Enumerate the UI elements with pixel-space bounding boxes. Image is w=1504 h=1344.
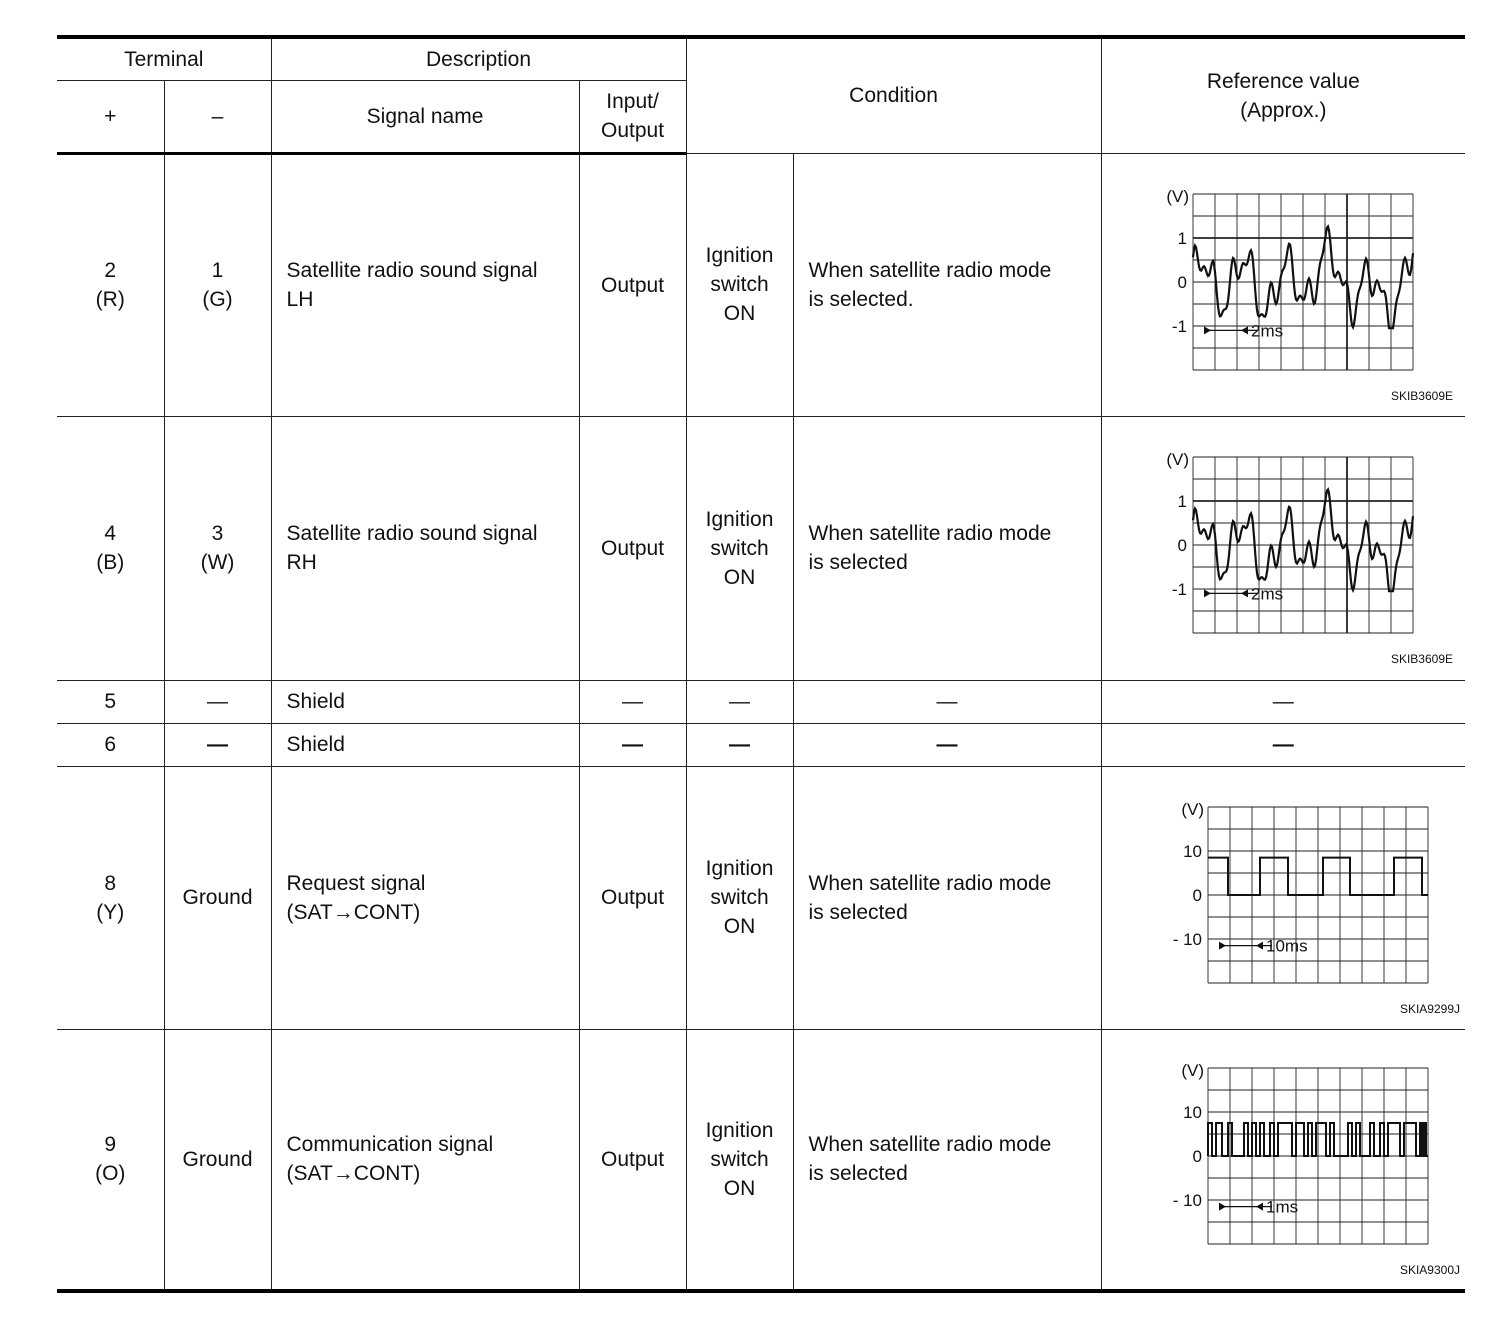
axis-unit-label: (V) bbox=[1166, 450, 1190, 469]
signal-name-cell bbox=[271, 153, 579, 416]
io-cell: Output bbox=[579, 1029, 686, 1291]
axis-unit-label: (V) bbox=[1181, 799, 1205, 819]
y-tick-label: 10 bbox=[1183, 1103, 1203, 1123]
axis-unit-label: (V) bbox=[1181, 1061, 1205, 1081]
waveform-graph bbox=[1123, 783, 1461, 1016]
signal-name-cell bbox=[271, 416, 579, 680]
io-cell: — bbox=[579, 680, 686, 723]
waveform-graph bbox=[1123, 1044, 1461, 1278]
io-cell: — bbox=[579, 723, 686, 766]
condition-switch-cell: — bbox=[686, 680, 793, 723]
signal-name: Communication signal bbox=[286, 1133, 494, 1157]
axis-unit-label: (V) bbox=[1166, 186, 1190, 206]
y-tick-label: 0 bbox=[1177, 272, 1188, 292]
minus-terminal-cell: Ground bbox=[164, 766, 271, 1029]
time-span-arrow bbox=[1241, 326, 1248, 334]
y-tick-label: 0 bbox=[1177, 536, 1188, 555]
wire-color: (B) bbox=[96, 551, 125, 574]
terminal-number: 3 bbox=[211, 522, 224, 545]
condition-text: ON bbox=[723, 1176, 756, 1200]
y-tick-label: 10 bbox=[1183, 841, 1203, 861]
time-span-arrow bbox=[1204, 326, 1211, 334]
condition-text: Ignition bbox=[705, 244, 774, 267]
plus-terminal-cell bbox=[57, 153, 164, 416]
time-span-label: 2ms bbox=[1251, 584, 1284, 604]
waveform-graph bbox=[1123, 433, 1454, 666]
y-tick-label: 0 bbox=[1192, 885, 1203, 905]
table-row bbox=[57, 723, 1465, 766]
time-span-label: 2ms bbox=[1251, 320, 1284, 340]
description-header: Description bbox=[271, 37, 686, 80]
y-tick-label: 1 bbox=[1177, 228, 1188, 248]
reference-value-cell: — bbox=[1101, 680, 1465, 723]
io-cell: Output bbox=[579, 153, 686, 416]
condition-switch-cell bbox=[686, 766, 793, 1029]
condition-text: ON bbox=[723, 302, 756, 325]
signal-name-header: Signal name bbox=[271, 80, 579, 153]
wire-color: (G) bbox=[202, 288, 233, 311]
table-row bbox=[57, 766, 1465, 1029]
reference-waveform-cell bbox=[1101, 766, 1465, 1029]
minus-terminal-cell: — bbox=[164, 723, 271, 766]
io-header-line1: Input/ bbox=[606, 90, 659, 113]
table-row bbox=[57, 680, 1465, 723]
condition-mode-cell: — bbox=[793, 723, 1101, 766]
figure-code: SKIA9299J bbox=[1400, 1001, 1461, 1016]
y-tick-label: -1 bbox=[1172, 316, 1188, 336]
time-span-arrow bbox=[1241, 589, 1248, 597]
reference-waveform-cell bbox=[1101, 416, 1465, 680]
terminal-number: 1 bbox=[211, 259, 224, 282]
condition-text: is selected bbox=[808, 551, 908, 574]
signal-name-cell: Shield bbox=[271, 680, 579, 723]
signal-name: Satellite radio sound signal bbox=[286, 522, 538, 545]
condition-mode-cell bbox=[793, 416, 1101, 680]
condition-text: ON bbox=[723, 565, 756, 589]
y-tick-label: - 10 bbox=[1173, 929, 1203, 949]
time-span-arrow bbox=[1204, 589, 1211, 597]
plus-terminal-cell: 6 bbox=[57, 723, 164, 766]
y-tick-label: 0 bbox=[1192, 1147, 1203, 1167]
reference-value-cell: — bbox=[1101, 723, 1465, 766]
signal-name-cell: Shield bbox=[271, 723, 579, 766]
minus-terminal-cell: Ground bbox=[164, 1029, 271, 1291]
condition-mode-cell: — bbox=[793, 680, 1101, 723]
condition-mode-cell bbox=[793, 153, 1101, 416]
minus-header: – bbox=[164, 80, 271, 153]
condition-switch-cell bbox=[686, 1029, 793, 1291]
reference-waveform-cell bbox=[1101, 1029, 1465, 1291]
y-tick-label: - 10 bbox=[1173, 1191, 1203, 1211]
wire-color: (Y) bbox=[96, 900, 125, 924]
time-span-arrow bbox=[1256, 941, 1263, 949]
plus-terminal-cell bbox=[57, 766, 164, 1029]
condition-text: When satellite radio mode bbox=[808, 871, 1052, 895]
condition-text: switch bbox=[710, 1147, 769, 1171]
y-tick-label: 1 bbox=[1177, 492, 1188, 511]
condition-text: is selected bbox=[808, 900, 908, 924]
condition-text: is selected bbox=[808, 1162, 908, 1186]
condition-switch-cell: — bbox=[686, 723, 793, 766]
time-span-arrow bbox=[1219, 1203, 1226, 1211]
condition-text: When satellite radio mode bbox=[808, 522, 1052, 545]
signal-name: Request signal bbox=[286, 871, 426, 895]
condition-text: When satellite radio mode bbox=[808, 1133, 1052, 1157]
terminal-number: 8 bbox=[104, 871, 117, 895]
io-cell: Output bbox=[579, 416, 686, 680]
terminal-number: 4 bbox=[104, 522, 117, 545]
condition-switch-cell bbox=[686, 153, 793, 416]
plus-header: + bbox=[57, 80, 164, 153]
terminal-number: 2 bbox=[104, 259, 117, 282]
time-span-arrow bbox=[1256, 1203, 1263, 1211]
condition-mode-cell bbox=[793, 766, 1101, 1029]
signal-name-cell bbox=[271, 1029, 579, 1291]
condition-text: Ignition bbox=[705, 857, 774, 880]
figure-code: SKIB3609E bbox=[1391, 652, 1454, 666]
condition-text: is selected. bbox=[808, 287, 914, 311]
reference-waveform-cell bbox=[1101, 153, 1465, 416]
terminal-header: Terminal bbox=[57, 37, 271, 80]
condition-switch-cell bbox=[686, 416, 793, 680]
condition-text: Ignition bbox=[705, 1118, 774, 1142]
reference-header-line2: (Approx.) bbox=[1240, 98, 1327, 122]
figure-code: SKIA9300J bbox=[1400, 1263, 1461, 1278]
io-header-line2: Output bbox=[601, 119, 665, 142]
wire-color: (O) bbox=[95, 1162, 126, 1186]
signal-name-cell bbox=[271, 766, 579, 1029]
condition-text: switch bbox=[710, 886, 769, 909]
condition-text: When satellite radio mode bbox=[808, 258, 1052, 282]
signal-side: RH bbox=[286, 551, 317, 574]
y-tick-label: -1 bbox=[1172, 580, 1188, 599]
minus-terminal-cell bbox=[164, 153, 271, 416]
plus-terminal-cell bbox=[57, 1029, 164, 1291]
reference-header-line1: Reference value bbox=[1206, 69, 1360, 93]
reference-value-header bbox=[1101, 37, 1465, 153]
signal-direction: (SAT→CONT) bbox=[286, 1162, 421, 1186]
condition-text: switch bbox=[710, 536, 769, 560]
condition-mode-cell bbox=[793, 1029, 1101, 1291]
condition-text: switch bbox=[710, 273, 769, 296]
table-row bbox=[57, 153, 1465, 416]
time-span-label: 10ms bbox=[1266, 936, 1308, 956]
io-cell: Output bbox=[579, 766, 686, 1029]
terminal-number: 9 bbox=[104, 1133, 117, 1157]
table-row bbox=[57, 1029, 1465, 1291]
io-header bbox=[579, 80, 686, 153]
terminal-table bbox=[57, 35, 1465, 1293]
wire-color: (R) bbox=[95, 288, 125, 311]
waveform-graph bbox=[1123, 170, 1454, 403]
plus-terminal-cell: 5 bbox=[57, 680, 164, 723]
plus-terminal-cell bbox=[57, 416, 164, 680]
signal-name: Satellite radio sound signal bbox=[286, 259, 538, 282]
table-row bbox=[57, 416, 1465, 680]
minus-terminal-cell: — bbox=[164, 680, 271, 723]
signal-side: LH bbox=[286, 288, 314, 311]
time-span-arrow bbox=[1219, 941, 1226, 949]
signal-direction: (SAT→CONT) bbox=[286, 900, 421, 924]
minus-terminal-cell bbox=[164, 416, 271, 680]
condition-text: ON bbox=[723, 915, 756, 938]
condition-header: Condition bbox=[686, 37, 1101, 153]
wire-color: (W) bbox=[200, 551, 235, 574]
time-span-label: 1ms bbox=[1266, 1197, 1299, 1217]
condition-text: Ignition bbox=[705, 507, 774, 531]
figure-code: SKIB3609E bbox=[1391, 388, 1454, 403]
